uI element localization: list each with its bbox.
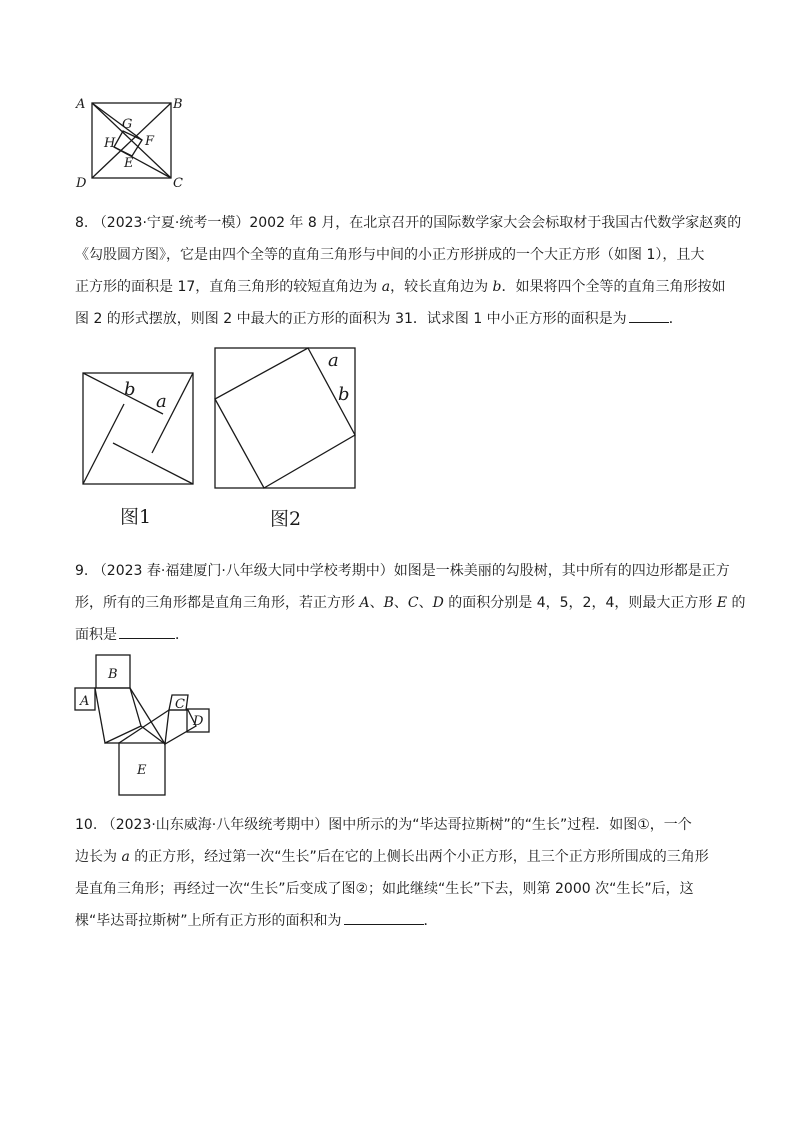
q8-line-1	[75, 207, 742, 239]
square-abcd-svg	[72, 95, 192, 190]
square-abcd-figure	[72, 95, 192, 190]
q8-text-1: 2002 年 8 月，在北京召开的国际数学家大会会标取材于我国古代数学家赵爽的	[249, 215, 742, 231]
q8-text-3b: ，较长直角边为	[390, 279, 493, 295]
q8-figure-2	[212, 345, 362, 535]
q9-source: （2023 春·福建厦门·八年级大同中学校考期中）	[92, 563, 394, 579]
label-G: G	[122, 117, 133, 132]
fig2-caption: 图2	[270, 508, 302, 530]
q8-figure-1	[80, 370, 200, 530]
q9-period: ．	[175, 627, 189, 643]
question-8	[75, 207, 742, 335]
q10-period: ．	[423, 913, 438, 929]
fig2-label-b: b	[338, 384, 350, 405]
q8-text-3a: 正方形的面积是 17，直角三角形的较短直角边为	[75, 279, 382, 295]
q10-text-4: 棵“毕达哥拉斯树”上所有正方形的面积和为	[75, 913, 342, 929]
q9-tree-svg	[72, 652, 222, 800]
q9-var-A: A	[359, 595, 370, 611]
question-9	[75, 555, 746, 651]
tree-label-E: E	[137, 763, 147, 778]
label-C: C	[173, 176, 183, 191]
q8-number: 8.	[75, 215, 89, 231]
fig1-tri-edge-2	[152, 373, 193, 453]
q8-period: ．	[668, 311, 683, 327]
q8-source: （2023·宁夏·统考一模）	[92, 215, 250, 231]
q9-line-1	[75, 555, 730, 587]
label-A: A	[76, 97, 86, 112]
q10-number: 10.	[75, 817, 98, 833]
q10-var-a: a	[121, 849, 130, 865]
q10-line-1	[75, 809, 723, 841]
q10-line-3: 是直角三角形；再经过一次“生长”后变成了图②；如此继续“生长”下去，则第 2000 次“生长”后，这	[75, 881, 694, 897]
fig1-tri-edge-3	[113, 443, 193, 484]
q8-text-4: 图 2 的形式摆放，则图 2 中最大的正方形的面积为 31．试求图 1 中小正方形的面积是为	[75, 311, 627, 327]
label-B: B	[173, 97, 183, 112]
q9-var-E: E	[716, 595, 728, 611]
label-E: E	[124, 156, 134, 171]
q8-text-3c: ．如果将四个全等的直角三角形按如	[501, 279, 726, 295]
q9-text-2a: 形，所有的三角形都是直角三角形，若正方形	[75, 595, 360, 611]
q9-var-C: C	[407, 595, 419, 611]
q9-text-3: 面积是	[75, 627, 117, 643]
tree-label-B: B	[108, 667, 118, 682]
q9-sep-2: 、	[393, 595, 408, 611]
tree-cross-1	[141, 726, 165, 744]
q10-line-4	[75, 905, 723, 937]
q9-var-B: B	[383, 595, 394, 611]
label-H: H	[104, 136, 116, 151]
question-10	[75, 809, 723, 937]
q9-line-2	[75, 587, 746, 619]
fig1-tri-edge-1	[83, 373, 163, 414]
q8-var-a: a	[381, 279, 391, 295]
fig1-tri-edge-4	[83, 404, 124, 484]
tree-label-C: C	[175, 697, 185, 712]
q10-text-1: 图中所示的为“毕达哥拉斯树”的“生长”过程．如图①，一个	[328, 817, 692, 833]
q9-sep-1: 、	[369, 595, 384, 611]
square-AB-parent	[95, 688, 141, 743]
line-a-f	[92, 103, 142, 140]
label-F: F	[145, 134, 155, 149]
q8-var-b: b	[492, 279, 502, 295]
fig1-outer-square	[83, 373, 193, 484]
q9-text-1: 如图是一株美丽的勾股树，其中所有的四边形都是正方	[393, 563, 730, 579]
q8-figure-2-svg	[212, 345, 362, 535]
label-D: D	[76, 176, 87, 191]
q10-source: （2023·山东威海·八年级统考期中）	[101, 817, 329, 833]
q8-answer-blank[interactable]	[629, 304, 669, 323]
q9-text-2b: 的面积分别是 4，5，2，4，则最大正方形	[443, 595, 717, 611]
fig1-label-a: a	[156, 391, 167, 412]
q9-answer-blank[interactable]	[119, 620, 175, 639]
q10-text-2a: 边长为	[75, 849, 122, 865]
q8-line-3	[75, 271, 726, 303]
q9-line-3	[75, 619, 723, 651]
square-CD-parent	[165, 710, 196, 744]
q8-figure-1-svg	[80, 370, 200, 530]
q8-line-2: 《勾股圆方图》，它是由四个全等的直角三角形与中间的小正方形拼成的一个大正方形（如图 1），且大	[75, 247, 705, 263]
tree-label-A: A	[80, 694, 90, 709]
q9-sep-3: 、	[418, 595, 433, 611]
q8-line-4	[75, 303, 723, 335]
fig1-caption: 图1	[120, 506, 152, 528]
tree-label-D: D	[193, 714, 204, 729]
q10-line-2	[75, 841, 723, 873]
q10-text-2b: 的正方形，经过第一次“生长”后在它的上侧长出两个小正方形，且三个正方形所围成的三角形	[129, 849, 709, 865]
q9-number: 9.	[75, 563, 89, 579]
fig1-label-b: b	[124, 379, 136, 400]
q9-var-D: D	[432, 595, 444, 611]
q9-text-2c: 的	[727, 595, 746, 611]
q10-answer-blank[interactable]	[344, 906, 424, 925]
q9-pythagoras-tree-figure	[72, 652, 222, 800]
fig2-label-a: a	[328, 350, 339, 371]
